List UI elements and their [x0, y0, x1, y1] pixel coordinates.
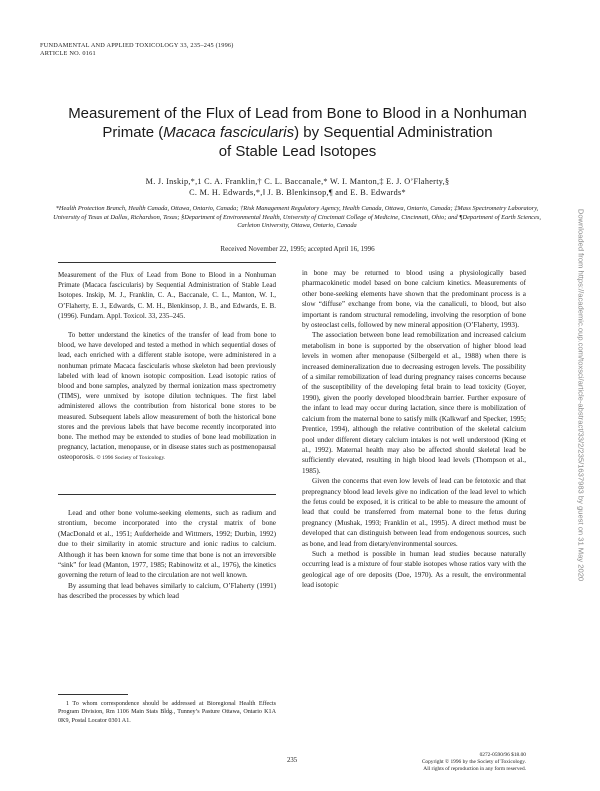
page-number: 235: [287, 757, 298, 764]
paragraph: By assuming that lead behaves similarly to calcium, O’Flaherty (1991) has described the processes by which lead: [58, 581, 276, 601]
article-title: Measurement of the Flux of Lead from Bone to Blood in a Nonhuman Primate (Macaca fascicularis) by Sequential Administration of Stable Lead Isotopes: [68, 105, 527, 160]
footnote-rule: [58, 694, 128, 695]
journal-line: FUNDAMENTAL AND APPLIED TOXICOLOGY 33, 235–245 (1996): [40, 42, 234, 49]
abstract-top-rule: [58, 262, 276, 263]
affiliations: *Health Protection Branch, Health Canada, Ottawa, Ontario, Canada; †Risk Management Regulatory Agency, Health Canada, Ottawa, Ontario, Canada; ‡Mass Spectrometry Laboratory, University of Texas at Dallas, Richardson, Texas; §Department of Environmental Health, University of Cincinnati College of Medicine, Cincinnati, Ohio; and ¶Department of Earth Sciences, Carleton University, Ottawa, Ontario, Canada: [53, 205, 541, 230]
article-number: ARTICLE NO. 0161: [40, 50, 96, 57]
abstract-citation: Measurement of the Flux of Lead from Bone to Blood in a Nonhuman Primate (Macaca fascicularis) by Sequential Administration of Stable Lead Isotopes. Inskip, M. J., Franklin, C. A., Baccanale, C. L., Manton, W. I., O’Flaherty, E. J., Edwards, C. M. H., Blenkinsop, J. B., and Edwards, E. B. (1996). Fundam. Appl. Toxicol. 33, 235–245.: [58, 271, 276, 320]
abstract-body: To better understand the kinetics of the transfer of lead from bone to blood, we have developed and tested a method in which sequential doses of lead, each enriched with a different stable isotope, were administered in a nonhuman primate Macaca fascicularis whose skeleton had been previously labeled with lead of known isotopic composition. Lead isotopic ratios of blood and bone samples, analyzed by thermal ionization mass spectrometry (TIMS), were unmixed by isotope dilution techniques. The first label administered allows the contribution from historical bone stores to be measured. Subsequent labels allow measurement of both the historical bone stores and the previous labels that have become recently incorporated into bone. The method may be extended to studies of bone lead mobilization in pregnancy, lactation, menopause, or in disease states such as postmenopausal osteoporosis.: [58, 331, 276, 462]
abstract: [58, 270, 276, 464]
species-name: Macaca fascicularis: [163, 124, 295, 141]
paragraph: Such a method is possible in human lead studies because naturally occurring lead is a mixture of four stable isotopes whose ratios vary with the geological age of ore deposits (Doe, 1970). As a result, the environmental lead isotopic: [302, 549, 526, 590]
paragraph: in bone may be returned to blood using a physiologically based pharmacokinetic model based on bone calcium kinetics. Measurements of other bone-seeking elements have shown that the predominant process is a slow “diffuse” exchange from bone, via the canaliculi, to blood, but also important is random structural remodeling, involving the resorption of bone by osteoclast cells, followed by new mineral apposition (O’Flaherty, 1993).: [302, 269, 526, 330]
received-dates: Received November 22, 1995; accepted April 16, 1996: [220, 245, 375, 253]
paragraph: Lead and other bone volume-seeking elements, such as radium and strontium, become incorporated into the crystal matrix of bone (MacDonald et al., 1951; Aufderheide and Wittmers, 1992; Durbin, 1992) due to their similarity in atomic structure and ionic radius to calcium. Although it has been known for some time that bone is not an irreversible “sink” for lead (Manton, 1977, 1985; Rabinowitz et al., 1976), the kinetics governing the return of lead to the circulation are not well known.: [58, 509, 276, 580]
running-head: [40, 42, 234, 58]
abstract-bottom-rule: [58, 494, 276, 495]
author-list: M. J. Inskip,*,1 C. A. Franklin,† C. L. Baccanale,* W. I. Manton,‡ E. J. O’Flaherty,§ C. M. H. Edwards,*,‖ J. B. Blenkinsop,¶ and E. B. Edwards*: [145, 177, 450, 197]
left-body-text: [58, 508, 276, 602]
copyright-block: 0272-0590/96 $18.00 Copyright © 1996 by the Society of Toxicology. All rights of reproduction in any form reserved.: [421, 752, 526, 772]
right-body-text: [302, 268, 526, 591]
footnote: 1 To whom correspondence should be addressed at Bioregional Health Effects Program Division, Rm 1106 Main Stats Bldg., Tunney’s Pasture Ottawa, Ontario K1A 0K9, Postal Locator 0301 A1.: [58, 701, 276, 724]
paragraph: Given the concerns that even low levels of lead can be fetotoxic and that prepregnancy blood lead levels give no indication of the lead level to which the fetus could be exposed, it is critical to be able to measure the amount of lead that could be transferred from maternal bone to the fetus during pregnancy (Mushak, 1993; Franklin et al., 1995). A direct method must be developed that can distinguish between lead from endogenous sources, such as bone, and lead from dietary/environmental sources.: [302, 477, 526, 548]
abstract-copyright: © 1996 Society of Toxicology.: [96, 455, 166, 462]
download-watermark: Downloaded from https://academic.oup.com/toxsci/article-abstract/33/2/235/1637983 by guest on 31 May 2020: [576, 208, 586, 582]
paragraph: The association between bone lead remobilization and increased calcium metabolism in bone is supported by the observation of higher blood lead levels in women after menopause (Silbergeld et al., 1988) when there is increased demineralization due to decreasing estrogen levels. The possibility of a similar remobilization of lead during pregnancy raises concerns because of the susceptibility of the developing fetal brain to lead toxicity (Goyer, 1990), given the poorly developed blood:brain barrier. Further exposure of the infant to lead may occur during lactation, since there is mobilization of calcium from the maternal bone to satisfy milk (Kalkwarf and Specker, 1995; Prentice, 1994), although the relative contribution of the skeletal calcium pool under different dietary calcium intakes is not well understood (King et al., 1992). Maternal health may also be affected should skeletal lead be sufficiently elevated, resulting in high blood lead levels (Thompson et al., 1985).: [302, 331, 526, 475]
